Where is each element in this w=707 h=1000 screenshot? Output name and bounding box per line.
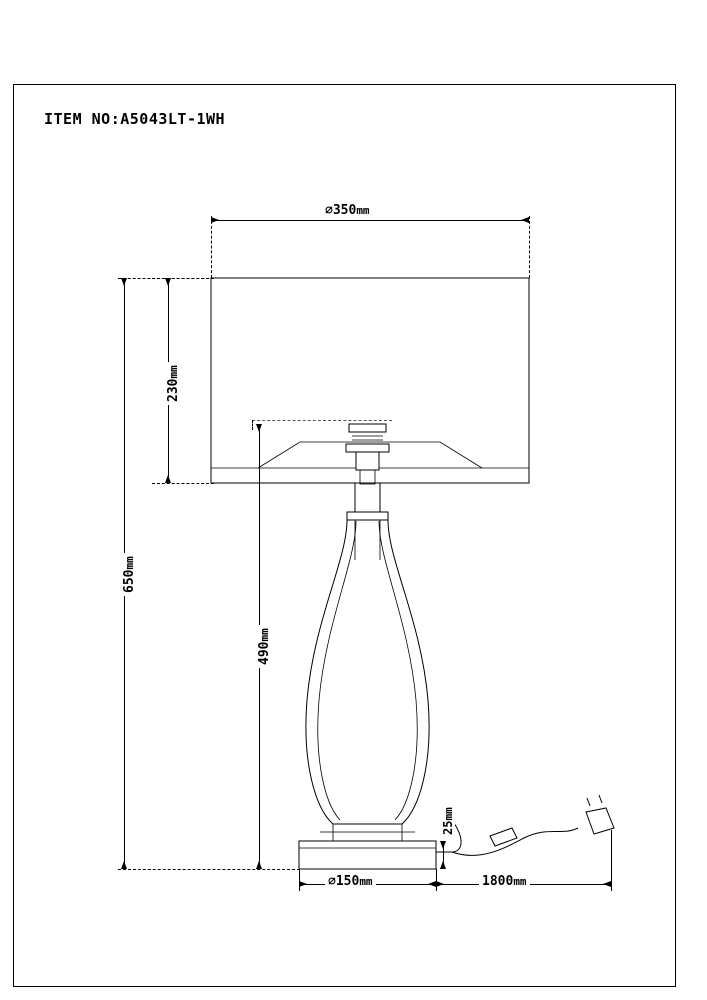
dim-base-height: 25mm xyxy=(441,804,455,838)
arrow-base-height-top xyxy=(440,841,446,849)
socket-top xyxy=(349,424,386,432)
lamp-body xyxy=(306,520,429,824)
lamp-rod xyxy=(355,483,380,512)
arrow-base-diameter-right xyxy=(428,881,436,887)
ext-line-base-left xyxy=(299,869,300,891)
ext-line-body-top xyxy=(252,420,392,421)
arrow-shade-height-top xyxy=(165,278,171,286)
arrow-shade-diameter-left xyxy=(211,217,219,223)
arrow-total-height-bottom xyxy=(121,861,127,869)
arrow-base-diameter-left xyxy=(299,881,307,887)
rod-collar xyxy=(347,512,388,520)
base-stem xyxy=(333,824,402,841)
cord-line xyxy=(452,828,578,855)
dim-body-height: 490mm xyxy=(257,625,272,668)
arrow-body-height-top xyxy=(256,424,262,432)
ext-line-base-right xyxy=(436,869,437,891)
ext-line-shade-bottom xyxy=(152,483,214,484)
arrow-body-height-bottom xyxy=(256,861,262,869)
socket-body xyxy=(356,452,379,470)
ext-line-shade-left xyxy=(211,216,212,278)
dim-total-height: 650mm xyxy=(122,553,137,596)
arrow-cord-length-right xyxy=(603,881,611,887)
dim-line-shade-diameter xyxy=(211,220,529,221)
plug-pins xyxy=(587,795,602,806)
power-plug xyxy=(586,808,614,834)
dim-base-diameter: ⌀150mm xyxy=(325,874,376,889)
arrow-shade-height-bottom xyxy=(165,475,171,483)
dim-cord-length: 1800mm xyxy=(479,874,530,889)
arrow-total-height-top xyxy=(121,278,127,286)
item-number-label: ITEM NO:A5043LT-1WH xyxy=(44,110,226,128)
arrow-shade-diameter-right xyxy=(521,217,529,223)
dim-shade-height: 230mm xyxy=(166,362,181,405)
arrow-cord-length-left xyxy=(436,881,444,887)
arrow-base-height-bottom xyxy=(440,861,446,869)
ext-line-body-top-tick xyxy=(252,420,253,430)
ext-line-cord-right xyxy=(611,830,612,891)
ext-line-total-top xyxy=(118,278,214,279)
dim-shade-diameter: ⌀350mm xyxy=(322,203,373,218)
ext-line-total-bottom xyxy=(118,869,300,870)
ext-line-shade-right xyxy=(529,216,530,278)
socket-collar xyxy=(346,444,389,452)
lamp-base xyxy=(299,841,436,869)
